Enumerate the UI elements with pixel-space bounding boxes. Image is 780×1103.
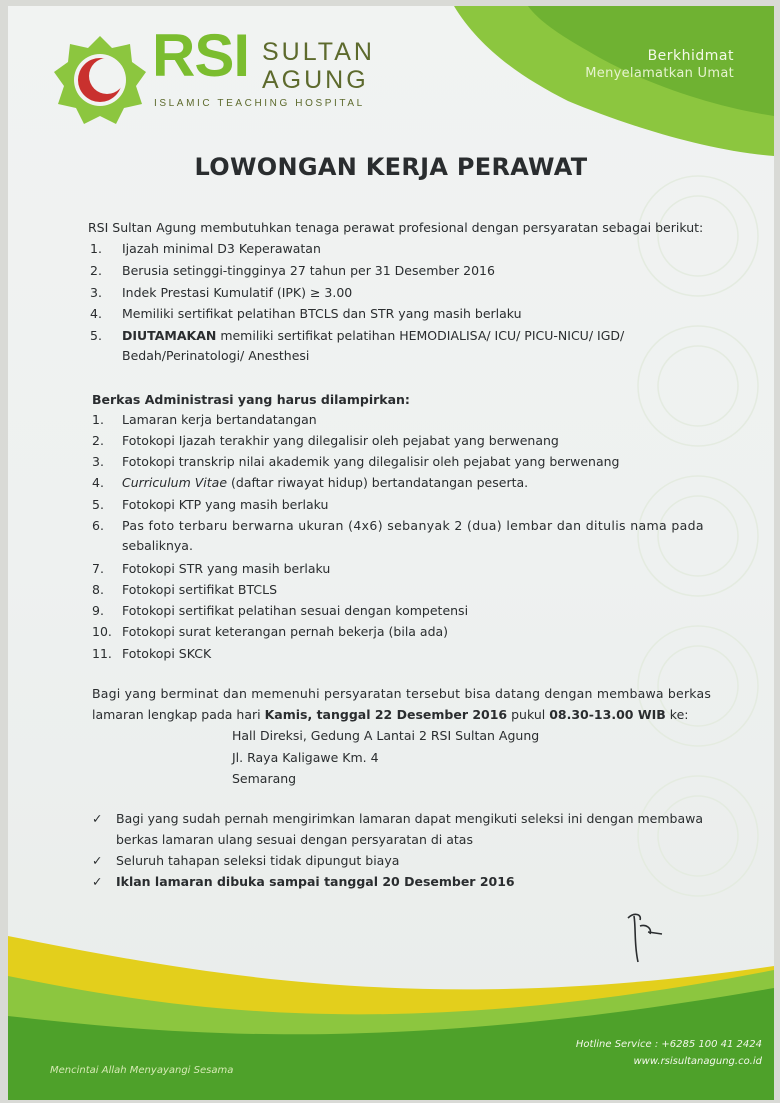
address-line: Jl. Raya Kaligawe Km. 4 <box>232 750 379 765</box>
note-item: Iklan lamaran dibuka sampai tanggal 20 Desember 2016 <box>116 874 515 889</box>
list-number: 7. <box>92 561 104 576</box>
check-icon: ✓ <box>92 853 103 868</box>
list-number: 1. <box>90 241 102 256</box>
list-number: 6. <box>92 518 104 533</box>
list-number: 1. <box>92 412 104 427</box>
list-item: Berusia setinggi-tingginya 27 tahun per 31 Desember 2016 <box>122 263 495 278</box>
list-item: Fotokopi STR yang masih berlaku <box>122 561 331 576</box>
list-item: Fotokopi transkrip nilai akademik yang dilegalisir oleh pejabat yang berwenang <box>122 454 620 469</box>
closing-date: Kamis, tanggal 22 Desember 2016 <box>264 707 508 722</box>
list-number: 5. <box>92 497 104 512</box>
closing-line-2 <box>92 707 688 723</box>
list-number: 11. <box>92 646 112 661</box>
brand-short: RSI <box>152 22 250 89</box>
list-number: 3. <box>90 285 102 300</box>
list-item-text: (daftar riwayat hidup) bertandatangan peserta. <box>227 475 529 490</box>
closing-text: ke: <box>665 707 689 722</box>
emphasis-text: DIUTAMAKAN <box>122 328 217 343</box>
check-icon: ✓ <box>92 811 103 826</box>
list-item: Indek Prestasi Kumulatif (IPK) ≥ 3.00 <box>122 285 353 300</box>
list-item-text: memiliki sertifikat pelatihan HEMODIALISA/ ICU/ PICU-NICU/ IGD/ <box>216 328 625 343</box>
list-item: Fotokopi sertifikat pelatihan sesuai dengan kompetensi <box>122 603 469 618</box>
list-item: Fotokopi Ijazah terakhir yang dilegalisir oleh pejabat yang berwenang <box>122 433 559 448</box>
crescent-star-logo-icon <box>54 34 146 126</box>
list-item: Fotokopi KTP yang masih berlaku <box>122 497 329 512</box>
list-number: 9. <box>92 603 104 618</box>
closing-text: lamaran lengkap pada hari <box>92 707 265 722</box>
footer-website: www.rsisultanagung.co.id <box>633 1056 762 1067</box>
italic-text: Curriculum Vitae <box>122 475 228 490</box>
list-number: 2. <box>92 433 104 448</box>
intro-text: RSI Sultan Agung membutuhkan tenaga perawat profesional dengan persyaratan sebagai berikut: <box>88 220 704 235</box>
closing-line-1: Bagi yang berminat dan memenuhi persyaratan tersebut bisa datang dengan membawa berkas <box>92 686 712 701</box>
check-icon: ✓ <box>92 874 103 889</box>
list-item: Fotokopi surat keterangan pernah bekerja (bila ada) <box>122 624 449 639</box>
brand-line-2: AGUNG <box>262 66 369 94</box>
note-item: Seluruh tahapan seleksi tidak dipungut biaya <box>116 853 400 868</box>
address-line: Hall Direksi, Gedung A Lantai 2 RSI Sultan Agung <box>232 728 540 743</box>
page-title: LOWONGAN KERJA PERAWAT <box>194 153 588 181</box>
motto-line-1: Berkhidmat <box>647 48 734 64</box>
document-page <box>8 6 774 1100</box>
address-line: Semarang <box>232 771 297 786</box>
list-item <box>122 475 528 491</box>
list-item-continuation: sebaliknya. <box>122 538 193 553</box>
list-number: 3. <box>92 454 104 469</box>
list-item: Lamaran kerja bertandatangan <box>122 412 317 427</box>
list-item: Fotokopi SKCK <box>122 646 212 661</box>
brand-line-1: SULTAN <box>262 38 375 66</box>
list-item: Ijazah minimal D3 Keperawatan <box>122 241 321 256</box>
list-item <box>122 328 624 344</box>
note-item-continuation: berkas lamaran ulang sesuai dengan persyaratan di atas <box>116 832 473 847</box>
section-heading: Berkas Administrasi yang harus dilampirkan: <box>92 392 410 407</box>
closing-text: pukul <box>507 707 550 722</box>
closing-time: 08.30-13.00 WIB <box>549 707 666 722</box>
list-number: 4. <box>92 475 104 490</box>
list-item: Pas foto terbaru berwarna ukuran (4x6) sebanyak 2 (dua) lembar dan ditulis nama pada <box>122 518 704 533</box>
brand-name <box>262 38 375 94</box>
list-number: 5. <box>90 328 102 343</box>
note-item: Bagi yang sudah pernah mengirimkan lamaran dapat mengikuti seleksi ini dengan membawa <box>116 811 704 826</box>
list-number: 2. <box>90 263 102 278</box>
list-item: Memiliki sertifikat pelatihan BTCLS dan STR yang masih berlaku <box>122 306 522 321</box>
list-item: Fotokopi sertifikat BTCLS <box>122 582 278 597</box>
footer-hotline: Hotline Service : +6285 100 41 2424 <box>575 1039 762 1050</box>
list-number: 8. <box>92 582 104 597</box>
motto-line-2: Menyelamatkan Umat <box>585 66 734 81</box>
list-number: 10. <box>92 624 112 639</box>
list-number: 4. <box>90 306 102 321</box>
list-item-continuation: Bedah/Perinatologi/ Anesthesi <box>122 348 310 363</box>
footer-motto: Mencintai Allah Menyayangi Sesama <box>50 1065 234 1076</box>
brand-tagline: ISLAMIC TEACHING HOSPITAL <box>154 98 365 109</box>
